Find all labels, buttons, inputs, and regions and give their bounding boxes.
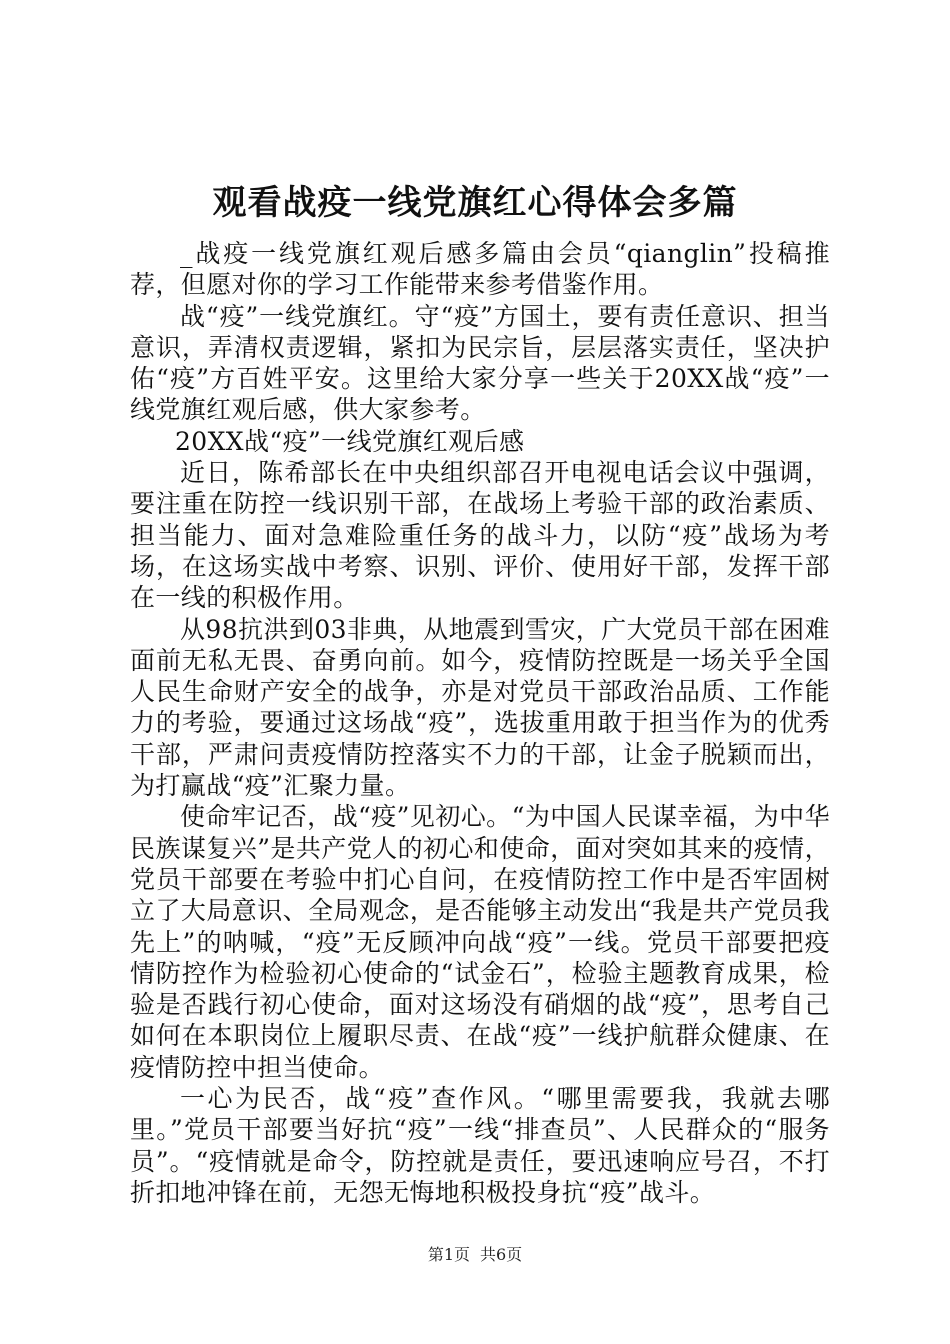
body-paragraph: 一心为民否，战“疫”查作风。“哪里需要我，我就去哪里。”党员干部要当好抗“疫”一线“排查员”、人民群众的“服务员”。“疫情就是命令，防控就是责任，要迅速响应号召，不打折扣地冲锋在前，无怨无悔地积极投身抗“疫”战斗。 bbox=[130, 1084, 830, 1207]
body-paragraph: 使命牢记否，战“疫”见初心。“为中国人民谋幸福，为中华民族谋复兴”是共产党人的初心和使命，面对突如其来的疫情，党员干部要在考验中扪心自问，在疫情防控工作中是否牢固树立了大局意识、全局观念，是否能够主动发出“我是共产党员我先上”的呐喊，“疫”无反顾冲向战“疫”一线。党员干部要把疫情防控作为检验初心使命的“试金石”，检验主题教育成果，检验是否践行初心使命，面对这场没有硝烟的战“疫”，思考自己如何在本职岗位上履职尽责、在战“疫”一线护航群众健康、在疫情防控中担当使命。 bbox=[130, 802, 830, 1082]
summary-paragraph: 战“疫”一线党旗红。守“疫”方国土，要有责任意识、担当意识，弄清权责逻辑，紧扣为民宗旨，层层落实责任，坚决护佑“疫”方百姓平安。这里给大家分享一些关于20XX战“疫”一线党旗红观后感，供大家参考。 bbox=[130, 301, 830, 425]
page-footer bbox=[0, 1244, 950, 1266]
intro-paragraph: _战疫一线党旗红观后感多篇由会员“qianglin”投稿推荐，但愿对你的学习工作能带来参考借鉴作用。 bbox=[130, 239, 830, 300]
page-number: 第1页 bbox=[427, 1245, 470, 1264]
page-total: 共6页 bbox=[480, 1245, 523, 1264]
document-title: 观看战疫一线党旗红心得体会多篇 bbox=[212, 183, 738, 223]
section-heading: 20XX战“疫”一线党旗红观后感 bbox=[175, 426, 525, 456]
body-paragraph: 近日，陈希部长在中央组织部召开电视电话会议中强调，要注重在防控一线识别干部，在战场上考验干部的政治素质、担当能力、面对急难险重任务的战斗力，以防“疫”战场为考场，在这场实战中考察、识别、评价、使用好干部，发挥干部在一线的积极作用。 bbox=[130, 458, 830, 613]
document-body bbox=[130, 238, 830, 1208]
body-paragraph: 从98抗洪到03非典，从地震到雪灾，广大党员干部在困难面前无私无畏、奋勇向前。如今，疫情防控既是一场关乎全国人民生命财产安全的战争，亦是对党员干部政治品质、工作能力的考验，要通过这场战“疫”，选拔重用敢于担当作为的优秀干部，严肃问责疫情防控落实不力的干部，让金子脱颖而出，为打赢战“疫”汇聚力量。 bbox=[130, 614, 830, 801]
